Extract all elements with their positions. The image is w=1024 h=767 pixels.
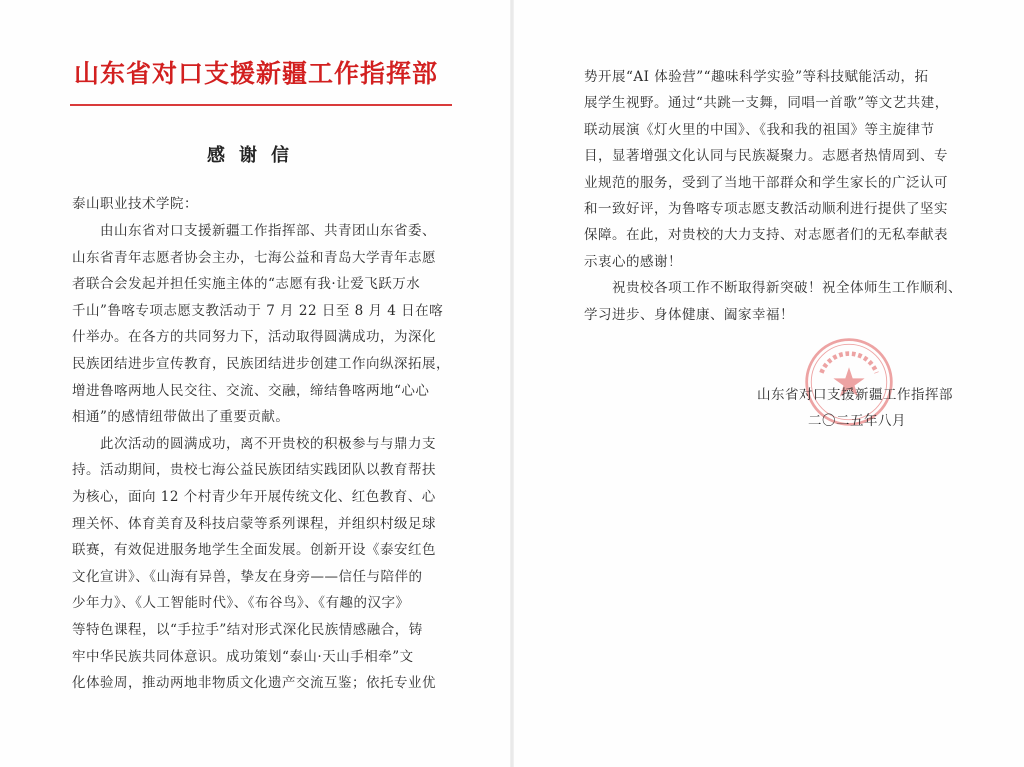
body-line: 示衷心的感谢！ — [584, 253, 682, 270]
body-line: 增进鲁喀两地人民交往、交流、交融，缔结鲁喀两地“心心 — [72, 382, 430, 399]
body-line: 持。活动期间，贵校七海公益民族团结实践团队以教育帮扶 — [72, 462, 436, 479]
page-gutter — [510, 0, 514, 767]
letterhead-org-name: 山东省对口支援新疆工作指挥部 — [74, 59, 439, 88]
letter-title: 感谢信 — [207, 145, 303, 166]
body-line: 业规范的服务，受到了当地干部群众和学生家长的广泛认可 — [584, 174, 948, 191]
body-line: 势开展“AI 体验营”“趣味科学实验”等科技赋能活动，拓 — [584, 69, 929, 85]
body-line: 理关怀、体育美育及科技启蒙等系列课程，并组织村级足球 — [72, 515, 436, 532]
signature-date: 二〇二五年八月 — [808, 413, 906, 429]
body-line: 为核心，面向 12 个村青少年开展传统文化、红色教育、心 — [72, 489, 436, 505]
body-line: 牢中华民族共同体意识。成功策划“泰山·天山手相牵”文 — [72, 648, 414, 665]
body-line: 相通”的感情纽带做出了重要贡献。 — [72, 409, 290, 426]
body-line: 祝贵校各项工作不断取得新突破！祝全体师生工作顺利、 — [584, 280, 962, 297]
body-line: 目，显著增强文化认同与民族凝聚力。志愿者热情周到、专 — [584, 148, 948, 165]
salutation: 泰山职业技术学院： — [72, 196, 198, 212]
body-line: 文化宣讲》、《山海有异兽，挚友在身旁——信任与陪伴的 — [72, 568, 423, 585]
body-line: 和一致好评，为鲁喀专项志愿支教活动顺利进行提供了坚实 — [584, 201, 948, 217]
body-line: 山东省青年志愿者协会主办，七海公益和青岛大学青年志愿 — [72, 249, 436, 266]
signature-org: 山东省对口支援新疆工作指挥部 — [757, 387, 953, 403]
body-line: 化体验周，推动两地非物质文化遗产交流互鉴；依托专业优 — [72, 675, 436, 692]
body-line: 千山”鲁喀专项志愿支教活动于 7 月 22 日至 8 月 4 日在喀 — [72, 302, 444, 319]
body-line: 什举办。在各方的共同努力下，活动取得圆满成功，为深化 — [72, 329, 436, 346]
letterhead-divider — [70, 104, 452, 106]
body-line: 学习进步、身体健康、阖家幸福！ — [584, 306, 794, 323]
body-line: 由山东省对口支援新疆工作指挥部、共青团山东省委、 — [72, 223, 436, 239]
body-line: 等特色课程，以“手拉手”结对形式深化民族情感融合，铸 — [72, 622, 423, 638]
body-line: 民族团结进步宣传教育，民族团结进步创建工作向纵深拓展， — [72, 356, 450, 372]
body-line: 联动展演《灯火里的中国》、《我和我的祖国》等主旋律节 — [584, 121, 935, 138]
body-line: 少年力》、《人工智能时代》、《布谷鸟》、《有趣的汉字》 — [72, 595, 410, 612]
body-line: 展学生视野。通过“共跳一支舞，同唱一首歌”等文艺共建， — [584, 95, 949, 112]
body-line: 者联合会发起并担任实施主体的“志愿有我·让爱飞跃万水 — [72, 276, 421, 293]
body-line: 联赛，有效促进服务地学生全面发展。创新开设《泰安红色 — [72, 542, 436, 559]
body-line: 此次活动的圆满成功，离不开贵校的积极参与与鼎力支 — [72, 435, 436, 452]
body-line: 保障。在此，对贵校的大力支持、对志愿者们的无私奉献表 — [584, 227, 948, 244]
